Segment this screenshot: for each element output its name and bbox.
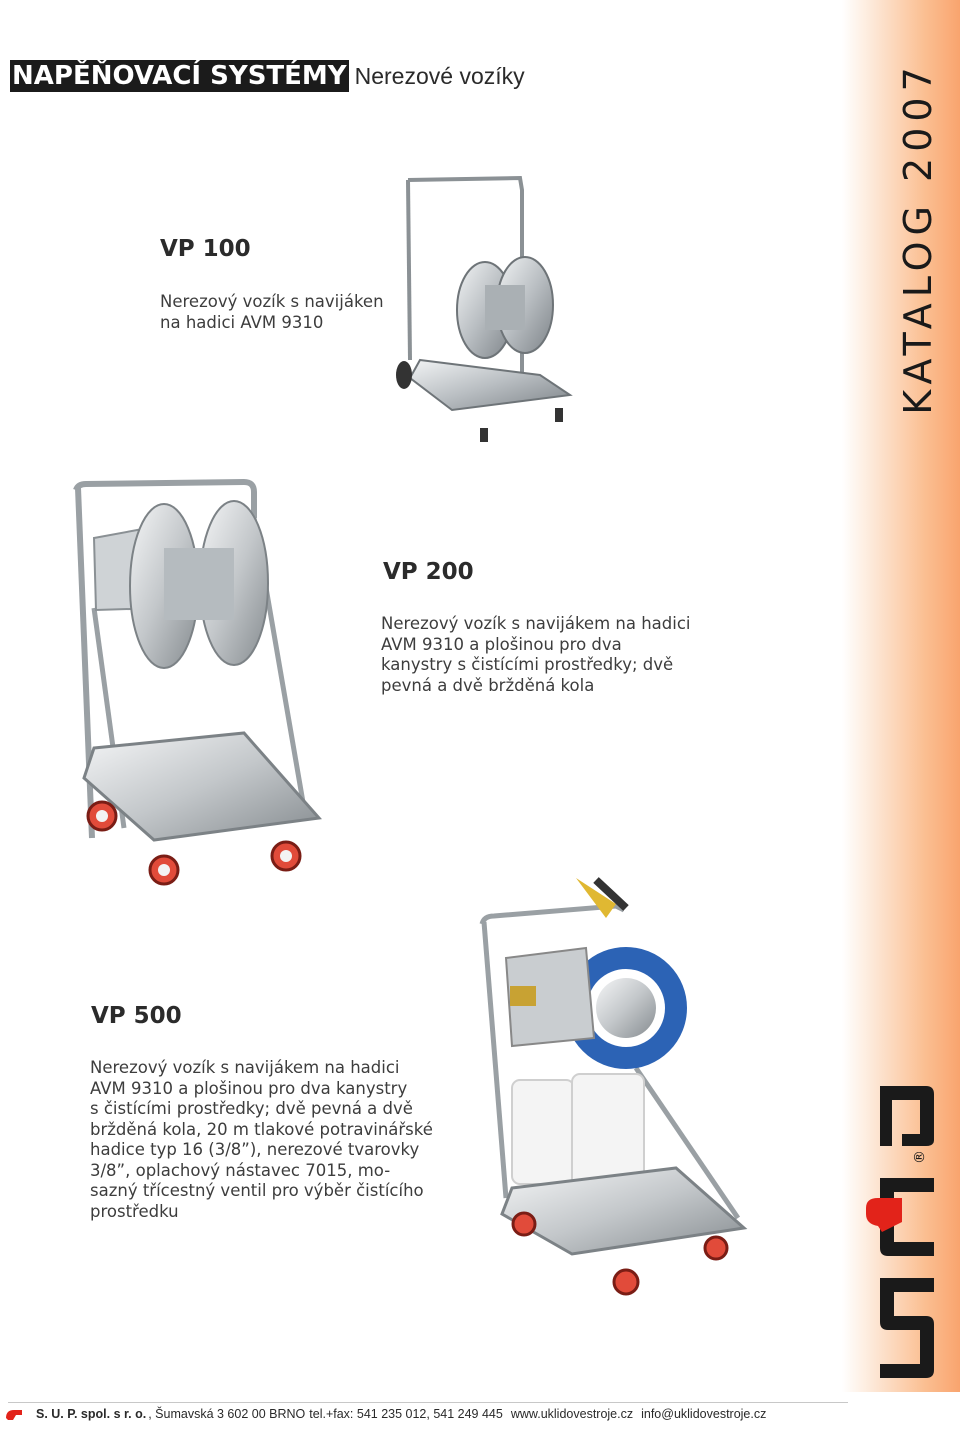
katalog-label [878,62,958,414]
footer-email-link[interactable]: info@uklidovestroje.cz [641,1407,767,1421]
footer-phone: tel.+fax: 541 235 012, 541 249 445 [309,1407,503,1421]
desc-line: 3/8”, oplachový nástavec 7015, mo- [90,1160,391,1180]
desc-line: Nerezový vozík s navijáken [160,292,384,311]
katalog-text: KATALOG 2007 [896,61,941,415]
desc-line: bržděná kola, 20 m tlakové potravinářské [90,1119,433,1139]
desc-line: pevná a dvě bržděná kola [381,675,595,695]
desc-line: Nerezový vozík s navijákem na hadici [381,614,691,633]
product-title-vp100: VP 100 [160,236,251,262]
desc-line: AVM 9310 a plošinou pro dva kanystry [90,1078,408,1098]
cart-vp100-image [390,170,580,450]
desc-line: prostředku [90,1201,179,1221]
header-subtitle: Nerezové vozíky [354,62,525,89]
desc-line: AVM 9310 a plošinou pro dva [381,634,622,654]
desc-line: sazný třícestný ventil pro výběr čistícího [90,1181,424,1200]
footer-address: , Šumavská 3 602 00 BRNO [148,1407,306,1421]
desc-line: na hadici AVM 9310 [160,312,324,332]
product-title-vp200: VP 200 [383,559,474,585]
desc-line: kanystry s čistícími prostředky; dvě [381,655,674,674]
product-desc-vp500 [90,1058,433,1222]
product-title-vp500: VP 500 [91,1003,182,1029]
cart-vp500-image [476,868,752,1298]
footer-website-link[interactable]: www.uklidovestroje.cz [510,1407,634,1421]
registered-mark: ® [912,1150,928,1164]
sup-logo-icon [862,1082,938,1382]
product-desc-vp200 [381,614,691,696]
footer-company: S. U. P. spol. s r. o. [36,1407,147,1421]
page-footer [4,1404,766,1424]
page-header [10,60,525,92]
header-title: NAPĚŇOVACÍ SYSTÉMY [12,61,347,91]
desc-line: hadice typ 16 (3/8”), nerezové tvarovky [90,1140,420,1159]
cart-vp200-image [64,478,328,892]
sup-small-logo-icon [4,1406,26,1422]
desc-line: Nerezový vozík s navijákem na hadici [90,1058,400,1077]
desc-line: s čistícími prostředky; dvě pevná a dvě [90,1099,413,1118]
footer-divider [8,1402,848,1403]
product-desc-vp100 [160,292,384,333]
